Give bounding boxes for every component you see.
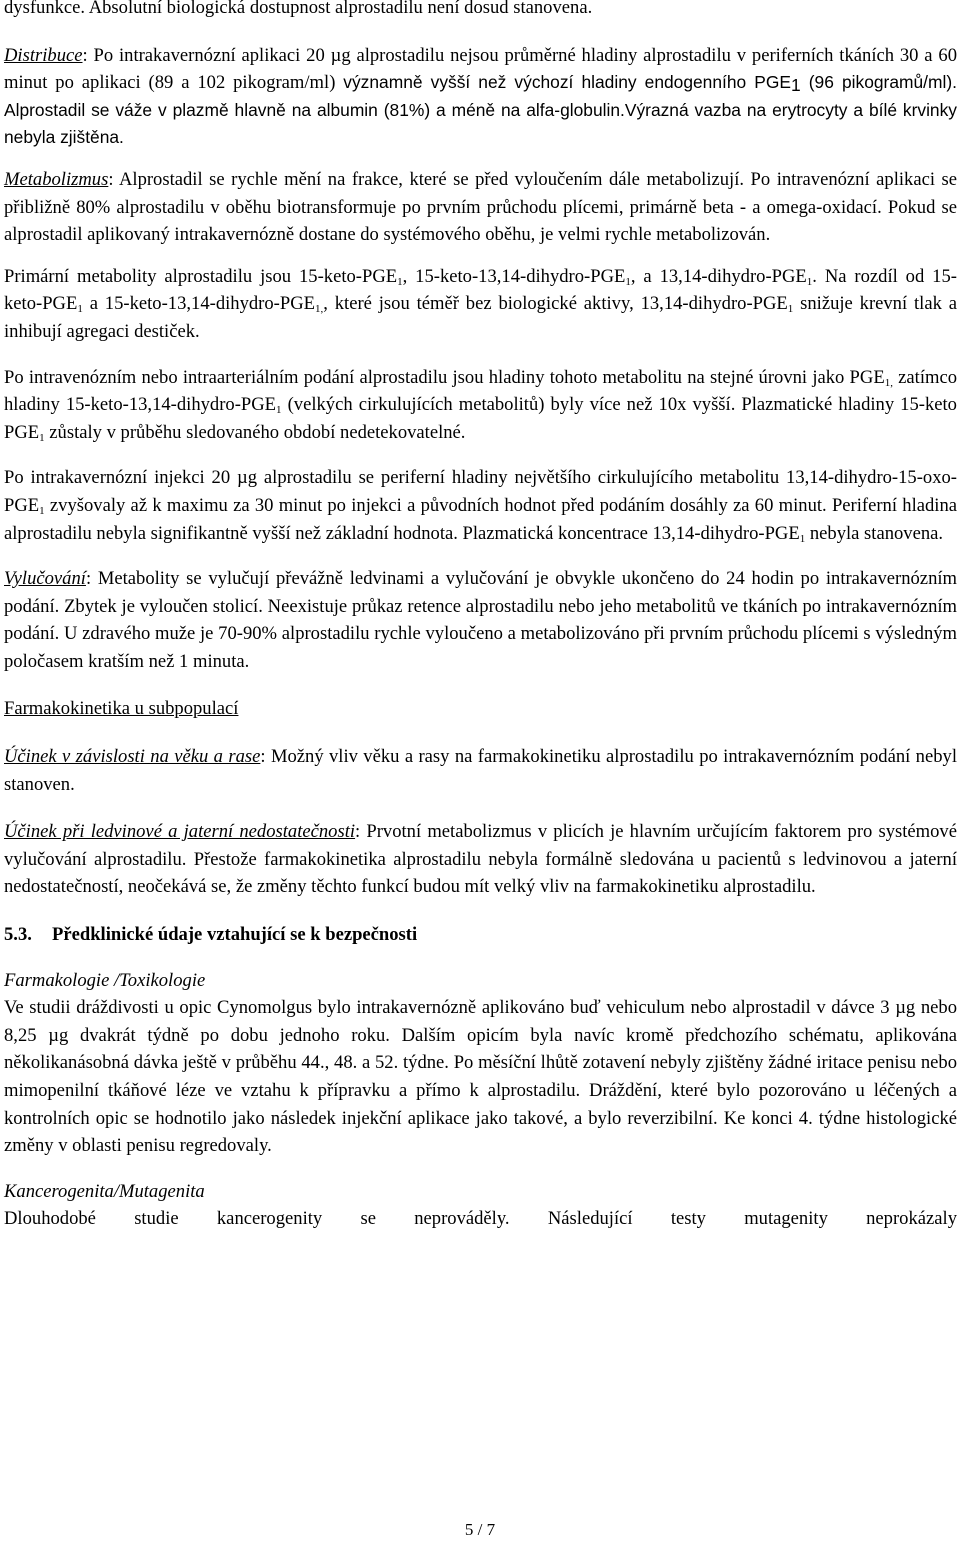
farmakologie-text: Ve studii dráždivosti u opic Cynomolgus bylo intrakavernózně aplikováno buď vehiculum nebo alprostadil v dávce 3 µg nebo 8,25 µg dvakrát týdně po dobu jednoho roku. Dalším opicím byla navíc kromě předchozího schématu, aplikována několikanásobná dávka ještě v průběhu 44., 48. a 52. týdne. Po měsíční lhůtě zotavení nebyly zjištěny žádné iritace penisu nebo mimopenilní tkáňové léze ve vztahu k přípravku a přímo k alprostadilu. Dráždění, které bylo pozorováno u léčených a kontrolních opic se hodnotilo jako následek injekční aplikace jako takové, a bylo reverzibilní. Ke konci 4. týdne histologické změny v oblasti penisu regredovaly. <box>4 997 957 1157</box>
intro-text: dysfunkce. Absolutní biologická dostupnost alprostadilu není dosud stanovena. <box>4 0 593 18</box>
intravenozni-text-4: zůstaly v průběhu sledovaného období nedetekovatelné. <box>44 421 466 443</box>
paragraph-intrakavernozni-injekce <box>4 464 957 547</box>
paragraph-primarni-metabolity <box>4 263 957 346</box>
primarni-text-2: , 15-keto-13,14-dihydro-PGE <box>402 265 626 287</box>
ucinek-vek-text: : Možný vliv věku a rasy na farmakokinetiku alprostadilu po intrakavernózním podání nebyl stanoven. <box>4 746 957 795</box>
paragraph-farmakologie <box>4 967 957 1160</box>
intravenozni-sub-3: 1 <box>39 431 45 444</box>
intravenozni-text-1: Po intravenózním nebo intraarteriálním podání alprostadilu jsou hladiny tohoto metabolitu na stejné úrovni jako PGE <box>4 366 885 388</box>
intravenozni-text-2: zatímco hladiny 15-keto-13,14-dihydro-PGE <box>4 366 958 416</box>
injekce-text-3: nebyla stanovena. <box>805 522 944 544</box>
primarni-text-1: Primární metabolity alprostadilu jsou 15-keto-PGE <box>4 265 398 287</box>
vylucovani-text: : Metabolity se vylučují převážně ledvinami a vylučování je obvykle ukončeno do 24 hodin po intrakavernózním podání. Zbytek je vyloučen stolicí. Neexistuje průkaz retence alprostadilu nebo jeho metabolitů ve tkáních po intrakavernózním podání. U zdravého muže je 70-90% alprostadilu rychle vyloučeno a metabolizováno při prvním průchodu plícemi s výsledným poločasem kratším než 1 minuta. <box>4 568 957 672</box>
document-page <box>4 0 957 1233</box>
primarni-text-5: a 15-keto-13,14-dihydro-PGE <box>82 293 315 315</box>
injekce-text-1: Po intrakavernózní injekci 20 µg alprostadilu se periferní hladiny největšího cirkulujícího metabolitu 13,14-dihydro-15-oxo-PGE <box>4 467 957 516</box>
intravenozni-sub-2: 1 <box>276 404 282 417</box>
section-title: Předklinické údaje vztahující se k bezpečnosti <box>52 924 418 946</box>
intravenozni-sub-1: 1, <box>884 376 893 389</box>
paragraph-kancerogenita <box>4 1178 957 1233</box>
farmakokinetika-heading: Farmakokinetika u subpopulací <box>4 698 239 720</box>
primarni-sub-5: 1, <box>315 303 324 316</box>
paragraph-vylucovani <box>4 565 957 675</box>
ucinek-vek-label: Účinek v závislosti na věku a rase <box>4 746 261 768</box>
ucinek-ledviny-text: : Prvotní metabolizmus v plicích je hlavním určujícím faktorem pro systémové vylučování alprostadilu. Přestože farmakokinetika alprostadilu nebyla formálně sledována u pacientů s ledvinovou a jaterní nedostatečností, neočekává se, že změny těchto funkcí budou mít velký vliv na farmakokinetiku alprostadilu. <box>4 821 957 898</box>
injekce-sub-2: 1 <box>799 532 806 545</box>
kancerogenita-text: Dlouhodobé studie kancerogenity se neprováděly. Následující testy mutagenity neprokázaly <box>4 1208 957 1230</box>
distribuce-text-1: : Po intrakavernózní aplikaci 20 µg alprostadilu nejsou průměrné hladiny alprostadilu v periferních tkáních 30 a 60 minut po aplikaci (89 a 102 pikogram/ml) <box>4 44 957 94</box>
distribuce-label: Distribuce <box>4 44 83 66</box>
paragraph-ucinek-ledviny <box>4 818 957 901</box>
primarni-sub-2: 1 <box>625 275 631 288</box>
paragraph-intravenozni <box>4 364 957 447</box>
primarni-sub-6: 1 <box>787 303 794 316</box>
primarni-text-4: . Na rozdíl od 15-keto-PGE <box>4 265 957 315</box>
metabolizmus-text: : Alprostadil se rychle mění na frakce, které se před vyloučením dále metabolizují. Po intravenózní aplikaci se přibližně 80% alprostadilu v oběhu biotransformuje po prvním průchodu plícemi, primárně beta - a omega-oxidací. Pokud se alprostadil aplikovaný intrakavernózně dostane do systémového oběhu, je velmi rychle metabolizován. <box>4 168 957 246</box>
paragraph-metabolizmus <box>4 166 957 249</box>
primarni-text-7: snižuje krevní tlak a inhibují agregaci destiček. <box>4 293 957 342</box>
paragraph-ucinek-vek <box>4 743 957 798</box>
injekce-text-2: zvyšovaly až k maximu za 30 minut po injekci a původních hodnot před podáním dosáhly za 60 minut. Periferní hladina alprostadilu nebyla signifikantně vyšší než základní hodnota. Plazmatická koncentrace 13,14-dihydro-PGE <box>4 494 957 544</box>
primarni-sub-4: 1 <box>77 303 83 316</box>
page-number: 5 / 7 <box>464 1520 496 1539</box>
primarni-sub-1: 1 <box>397 275 403 288</box>
primarni-text-3: , a 13,14-dihydro-PGE <box>630 265 807 287</box>
paragraph-distribuce <box>4 42 957 152</box>
paragraph-intro <box>4 0 957 22</box>
injekce-sub-1: 1 <box>39 504 45 517</box>
primarni-text-6: , které jsou téměř bez biologické aktivy, 13,14-dihydro-PGE <box>323 293 788 315</box>
distribuce-text-4: Výrazná vazba na erytrocyty a bílé krvinky nebyla zjištěna. <box>4 99 957 148</box>
distribuce-text-2: významně vyšší než výchozí hladiny endogenního PGE <box>343 72 792 93</box>
primarni-sub-3: 1 <box>806 275 813 288</box>
ucinek-ledviny-label: Účinek při ledvinové a jaterní nedostatečnosti <box>4 821 356 843</box>
kancerogenita-heading: Kancerogenita/Mutagenita <box>4 1180 205 1202</box>
section-heading <box>4 921 957 949</box>
section-number: 5.3. <box>4 924 32 946</box>
vylucovani-label: Vylučování <box>4 568 86 590</box>
metabolizmus-label: Metabolizmus <box>4 168 109 190</box>
distribuce-subscript: 1 <box>791 75 801 96</box>
intravenozni-text-3: (velkých cirkulujících metabolitů) byly více než 10x vyšší. Plazmatické hladiny 15-keto PGE <box>4 394 957 443</box>
distribuce-text-3: (96 pikogramů/ml). Alprostadil se váže v plazmě hlavně na albumin (81%) a méně na alfa-globulin. <box>4 72 957 120</box>
heading-farmakokinetika <box>4 695 957 723</box>
farmakologie-heading: Farmakologie /Toxikologie <box>4 969 206 991</box>
